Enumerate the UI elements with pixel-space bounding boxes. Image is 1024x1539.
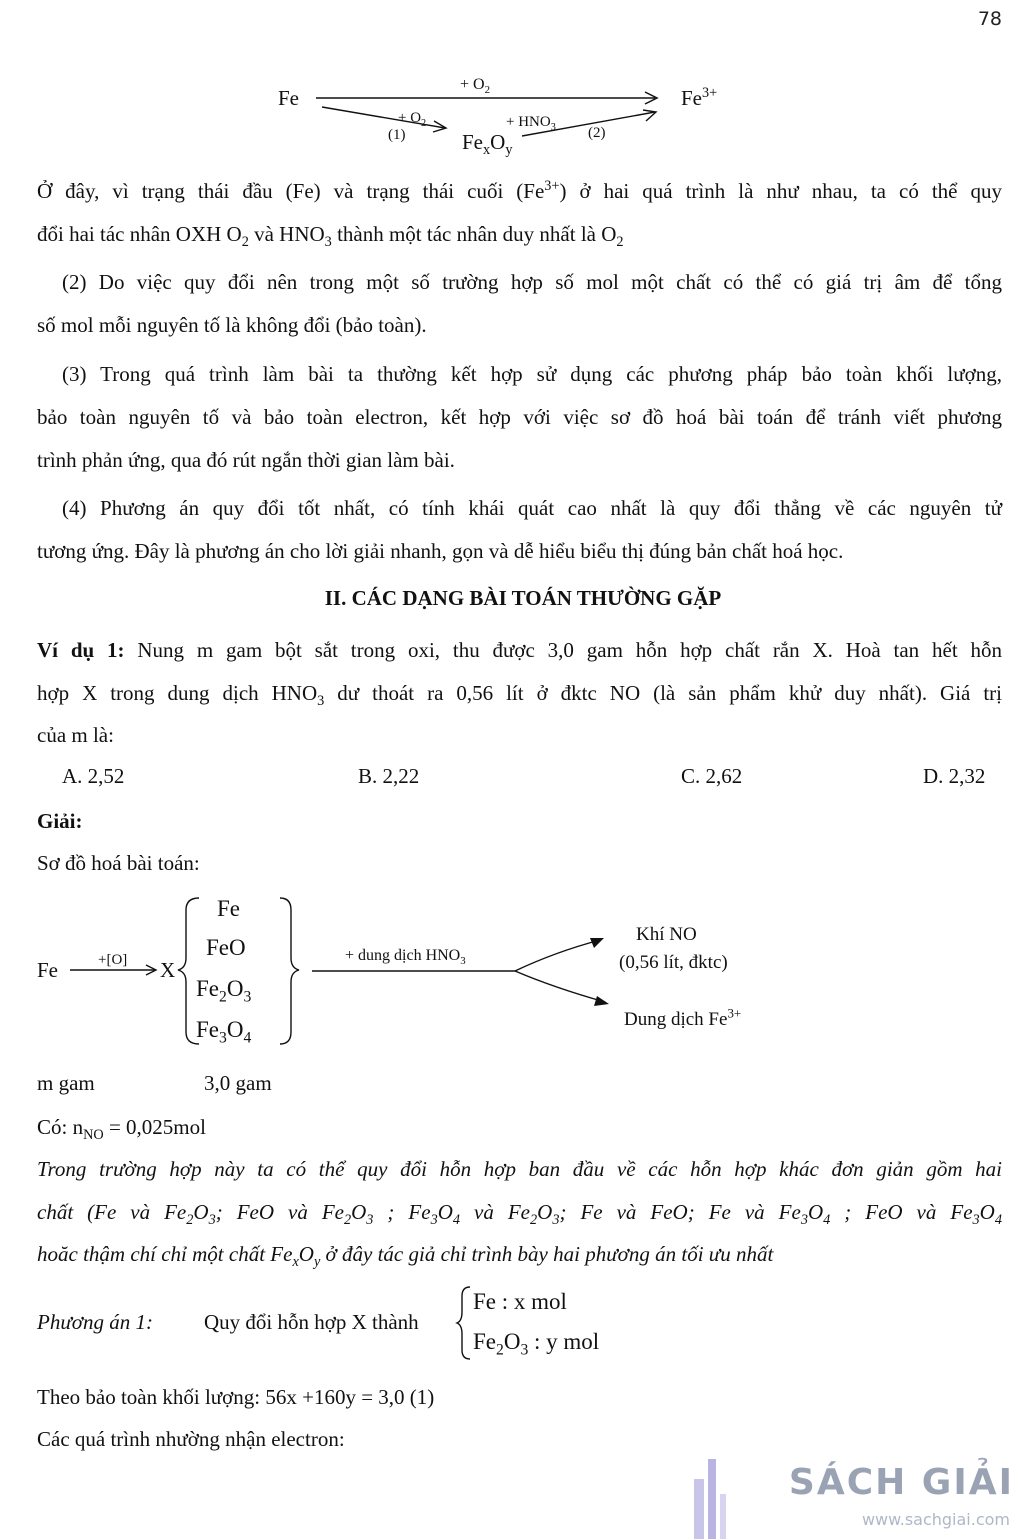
- choice-d: D. 2,32: [923, 764, 986, 788]
- para4-line2: tương ứng. Đây là phương án cho lời giải nhanh, gọn và dễ hiểu biểu thị đúng bản chất hoá học.: [37, 539, 844, 563]
- italic-subscript: 2: [530, 1212, 538, 1229]
- scheme-label: Sơ đồ hoá bài toán:: [37, 851, 200, 875]
- example1-line1: Ví dụ 1: Nung m gam bột sắt trong oxi, thu được 3,0 gam hỗn hợp chất rắn X. Hoà tan hết hỗn: [37, 638, 1002, 662]
- page-number: 78: [977, 8, 1002, 30]
- italic-line1: Trong trường hợp này ta có thể quy đổi hỗn hợp ban đầu về các hỗn hợp khác đơn giản gồm hai: [37, 1157, 1002, 1181]
- diagram1-fe3: $Fe^{3+}$: [681, 85, 718, 110]
- italic-text-segment: O: [807, 1200, 824, 1224]
- italic-subscript: 2: [343, 1212, 352, 1229]
- para4-line1: (4) Phương án quy đổi tốt nhất, có tính khái quát cao nhất là quy đổi thẳng về các nguyên tử: [62, 496, 1002, 520]
- co-line: Có: $n_{NO} = 0,025mol$: [37, 1115, 206, 1144]
- option1-label: Phương án 1:: [37, 1310, 153, 1334]
- choice-a: A. 2,52: [62, 764, 125, 788]
- diagram2-x: X: [160, 958, 176, 982]
- italic-text-segment: O: [193, 1200, 209, 1224]
- italic-text-segment: chất (Fe và Fe: [37, 1200, 187, 1224]
- italic-text-segment: và Fe: [460, 1200, 530, 1224]
- para3-line1: (3) Trong quá trình làm bài ta thường kết hợp sử dụng các phương pháp bảo toàn khối lượng,: [62, 362, 1002, 386]
- option1-row2: $Fe_2O_3$ : y mol: [473, 1329, 600, 1359]
- diagram2-item-fe: Fe: [217, 896, 240, 921]
- diagram1-mid-label: + $HNO_3$: [506, 114, 556, 133]
- option1-row1: Fe : x mol: [473, 1289, 567, 1314]
- italic-subscript: 3: [972, 1212, 980, 1229]
- para1-line2: đổi hai tác nhân OXH $O_2$ và $HNO_3$ thành một tác nhân duy nhất là $O_2$: [37, 222, 624, 251]
- diagram2-solution: Dung dịch $Fe^{3+}$: [624, 1005, 742, 1030]
- diagram2-hno3-label: + dung dịch $HNO_3$: [345, 947, 466, 968]
- italic-subscript: 3: [430, 1212, 438, 1229]
- diagram2-item-fe3o4: $Fe_3O_4$: [196, 1017, 252, 1047]
- example1-line3: của m là:: [37, 723, 114, 747]
- para1-line1: Ở đây, vì trạng thái đầu (Fe) và trạng thái cuối $(Fe^{3+})$ ở hai quá trình là như nhau, ta có thể quy: [37, 178, 1002, 203]
- italic-subscript: 3: [800, 1212, 808, 1229]
- italic-line3: hoăc thậm chí chỉ một chất $Fe_xO_y$ ở đây tác giả chỉ trình bày hai phương án tối ưu nhất: [37, 1242, 774, 1271]
- italic-subscript: 3: [208, 1212, 216, 1229]
- italic-subscript: 2: [186, 1212, 194, 1229]
- diagram1-step2: (2): [588, 125, 606, 141]
- para2-line2: số mol mỗi nguyên tố là không đổi (bảo toàn).: [37, 313, 427, 337]
- diagram1-step1: (1): [388, 127, 406, 143]
- diagram2-fe: Fe: [37, 958, 58, 982]
- diagram2-item-feo: FeO: [206, 935, 246, 960]
- diagram1-lower-left-label: + $O_2$: [398, 110, 427, 129]
- italic-text-segment: ; FeO và Fe: [830, 1200, 973, 1224]
- diagram1-top-label: + $O_2$: [460, 76, 491, 97]
- option1-text: Quy đổi hỗn hợp X thành: [204, 1310, 419, 1334]
- logo-url: www.sachgiai.com: [861, 1510, 1010, 1529]
- choice-c: C. 2,62: [681, 764, 743, 788]
- italic-text-segment: ; FeO và Fe: [215, 1200, 344, 1224]
- italic-text-segment: O: [437, 1200, 453, 1224]
- solution-label: Giải:: [37, 809, 83, 833]
- example1-line2: hợp X trong dung dịch $HNO_3$ dư thoát ra 0,56 lít ở đktc NO (là sản phẩm khử duy nhất). Giá trị: [37, 681, 1003, 710]
- diagram2-arrow-label: +[O]: [98, 952, 128, 968]
- para3-line3: trình phản ứng, qua đó rút ngắn thời gian làm bài.: [37, 448, 455, 472]
- choice-b: B. 2,22: [358, 764, 420, 788]
- italic-text-segment: ; Fe và FeO; Fe và Fe: [559, 1200, 801, 1224]
- diagram1-fexoy: $Fe_xO_y$: [462, 130, 513, 159]
- diagram2-arrows: [0, 880, 1024, 1080]
- italic-subscript: 4: [823, 1212, 831, 1229]
- mass-balance-line: Theo bảo toàn khối lượng: 56x +160y = 3,0 (1): [37, 1385, 435, 1409]
- para3-line2: bảo toàn nguyên tố và bảo toàn electron, kết hợp với việc sơ đồ hoá bài toán để tránh viết phương: [37, 405, 1002, 429]
- mass-m-gam: m gam: [37, 1071, 95, 1095]
- italic-subscript: 3: [366, 1212, 374, 1229]
- diagram1-fe: Fe: [278, 86, 299, 110]
- logo-decoration: [680, 1449, 740, 1539]
- para2-line1: (2) Do việc quy đổi nên trong một số trường hợp số mol một chất có thể có giá trị âm để tổng: [62, 270, 1002, 294]
- section-heading: II. CÁC DẠNG BÀI TOÁN THƯỜNG GẶP: [324, 586, 722, 610]
- italic-text-segment: O: [537, 1200, 553, 1224]
- italic-text-segment: ; Fe: [373, 1200, 431, 1224]
- diagram2-gas-line2: (0,56 lít, đktc): [619, 952, 728, 973]
- italic-text-segment: O: [979, 1200, 995, 1224]
- diagram2-gas-line1: Khí NO: [636, 924, 697, 945]
- italic-text-segment: O: [351, 1200, 367, 1224]
- logo-text: SÁCH GIẢI: [788, 1462, 1014, 1503]
- italic-line2: [37, 1198, 1002, 1229]
- diagram2-item-fe2o3: $Fe_2O_3$: [196, 976, 252, 1006]
- mass-x: 3,0 gam: [204, 1071, 272, 1095]
- italic-subscript: 4: [994, 1212, 1002, 1229]
- italic-subscript: 3: [552, 1212, 560, 1229]
- italic-subscript: 4: [452, 1212, 461, 1229]
- electron-line: Các quá trình nhường nhận electron:: [37, 1427, 345, 1451]
